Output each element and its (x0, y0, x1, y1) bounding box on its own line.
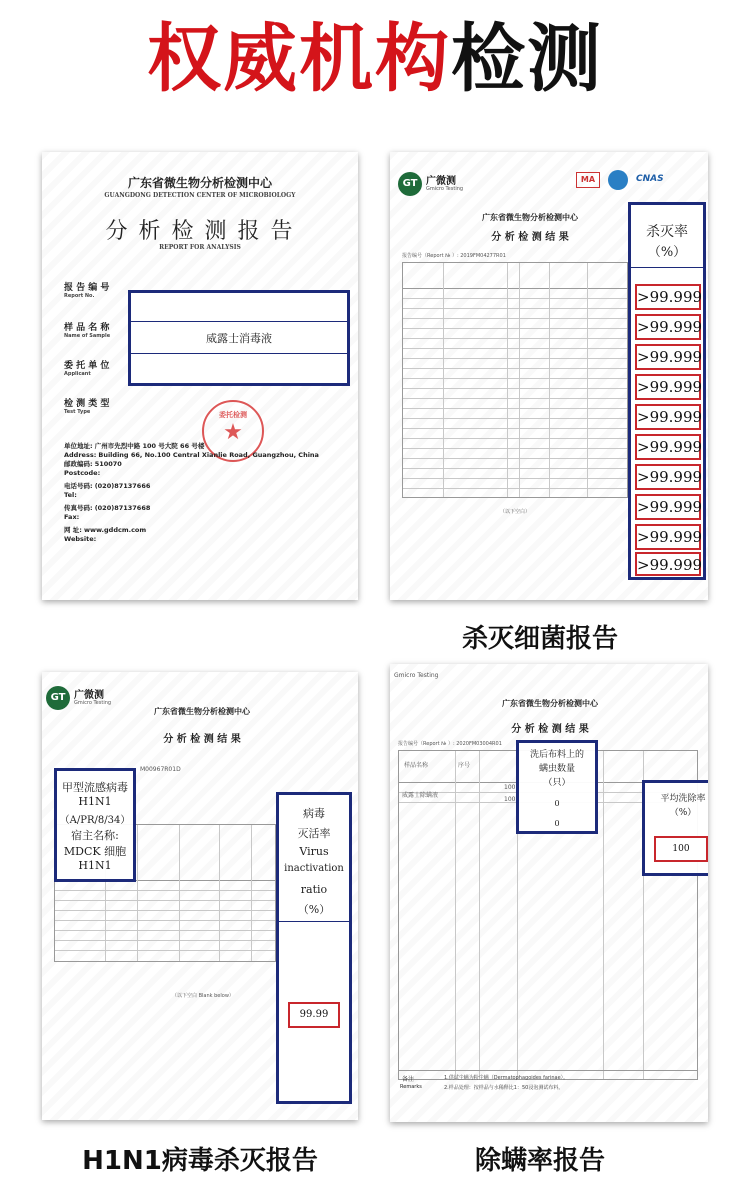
kill-rate-value: >99.999 (635, 314, 701, 340)
tel-en-label: Tel: (64, 491, 77, 499)
cert-ma-icon (576, 172, 600, 188)
table-row (403, 449, 627, 459)
remarks-divider (398, 1070, 698, 1071)
table-row (403, 459, 627, 469)
row-value: 100 (504, 796, 516, 803)
bacteria-data-table (402, 262, 628, 498)
fax-label: 传真号码: (64, 504, 93, 512)
table-row (403, 359, 627, 369)
virus-name-line: H1N1 (78, 859, 112, 872)
caption-bacteria-report: 杀灭细菌报告 (461, 624, 618, 654)
brand-name-cn: 广微测 (426, 176, 456, 187)
seal-text: 委托检测 (219, 411, 247, 419)
center-name-cn: 广东省微生物分析检测中心 (482, 212, 578, 222)
table-row (403, 439, 627, 449)
report-title-en: REPORT FOR ANALYSIS (159, 244, 241, 251)
ratio-label-line: ratio (300, 883, 328, 896)
table-footnote: （以下空白） (500, 509, 531, 515)
sample-box-divider (131, 321, 347, 322)
remarks-label-en: Remarks (400, 1084, 422, 1090)
table-col-divider (519, 263, 520, 497)
kill-rate-value: >99.999 (635, 434, 701, 460)
sample-box-divider (131, 353, 347, 354)
removal-rate-value: 100 (654, 836, 708, 862)
fax-row (64, 504, 354, 513)
fax-value: (020)87137668 (94, 504, 151, 512)
table-row (55, 891, 275, 901)
table-row (403, 319, 627, 329)
table-row (403, 289, 627, 299)
mites-count-value: 0 (554, 819, 560, 828)
address-value: 广州市先烈中路 100 号大院 66 号楼 (94, 442, 205, 450)
title-black-part: 检测 (451, 16, 603, 102)
result-title-cn: 分 析 检 测 结 果 (491, 232, 569, 243)
table-row (55, 941, 275, 951)
title-red-part: 权威机构 (147, 16, 451, 102)
field-label-en: Applicant (64, 371, 91, 377)
remarks-label-cn: 备注 (402, 1076, 415, 1083)
caption-mites-report: 除螨率报告 (474, 1146, 605, 1176)
table-row (403, 349, 627, 359)
table-row (403, 479, 627, 489)
sample-name-value: 威露士消毒液 (206, 332, 272, 345)
rate-label-line: 平均洗除率 (660, 794, 706, 804)
mites-count-highlight-box (516, 740, 598, 834)
sample-name-cell: 威露士除螨液 (402, 792, 439, 799)
virus-name-line: H1N1 (78, 795, 112, 808)
cert-cnas-icon (636, 174, 664, 184)
address-en-label: Address: (64, 451, 97, 459)
brand-name-en: Gmicro Testing (426, 186, 464, 192)
field-test-type (64, 396, 134, 415)
tel-value: (020)87137666 (94, 482, 151, 490)
table-col-divider (479, 751, 480, 1079)
table-row (403, 309, 627, 319)
ratio-label-line: inactivation (284, 863, 344, 874)
kill-rate-value: >99.999 (635, 464, 701, 490)
table-row (403, 369, 627, 379)
field-applicant (64, 358, 134, 377)
inactivation-ratio-highlight-box (276, 792, 352, 1104)
table-footnote: （以下空白 Blank below） (172, 993, 234, 999)
cert-ilac-icon (608, 170, 628, 190)
virus-name-line: （A/PR/8/34） (59, 815, 131, 826)
col-header-sample: 样品名称 (404, 762, 429, 769)
ratio-label-line: （%） (297, 903, 331, 916)
table-col-divider (603, 751, 604, 1079)
table-col-divider (455, 751, 456, 1079)
table-row (55, 931, 275, 941)
virus-name-line: 甲型流感病毒 (62, 781, 128, 794)
kill-rate-unit: （%） (647, 245, 687, 260)
table-col-divider (251, 825, 252, 961)
field-sample-name (64, 320, 134, 339)
bacteria-report-document (390, 152, 708, 600)
address-en-row (64, 451, 354, 460)
gmicro-logo-icon: GT (398, 172, 422, 196)
mites-label-line: 螨虫数量 (538, 764, 575, 774)
kill-rate-value: >99.999 (635, 284, 701, 310)
brand-name-en: Gmicro Testing (394, 672, 439, 679)
mites-label-line: 洗后布料上的 (529, 750, 584, 760)
center-name-cn: 广东省微生物分析检测中心 (502, 698, 598, 708)
field-label-cn: 报 告 编 号 (64, 283, 110, 293)
table-row (55, 911, 275, 921)
table-row (55, 921, 275, 931)
kill-rate-value: >99.999 (635, 344, 701, 370)
report-title-cn: 分 析 检 测 报 告 (105, 219, 295, 244)
table-row (55, 881, 275, 891)
mite-removal-report-document (390, 664, 708, 1122)
address-row (64, 442, 354, 451)
col-header-no: 序号 (458, 762, 471, 769)
mites-label-line: （只） (543, 778, 571, 788)
h1n1-report-document (42, 672, 358, 1120)
table-col-divider (219, 825, 220, 961)
ratio-label-line: 病毒 (303, 807, 325, 820)
table-col-divider (507, 263, 508, 497)
field-label-en: Name of Sample (64, 333, 111, 339)
field-report-no (64, 280, 134, 299)
ratio-label-line: Virus (299, 845, 329, 858)
star-icon: ★ (223, 420, 243, 445)
table-row (403, 469, 627, 479)
brand-name-en: Gmicro Testing (74, 700, 112, 706)
kill-rate-value: >99.999 (635, 374, 701, 400)
table-row (403, 399, 627, 409)
postcode-row (64, 460, 354, 469)
table-col-divider (137, 825, 138, 961)
contact-block (64, 442, 354, 544)
kill-rate-value: >99.999 (635, 552, 701, 576)
virus-name-highlight-box (54, 768, 136, 882)
web-row (64, 526, 354, 535)
mites-count-value: 0 (554, 799, 560, 808)
field-label-en: Report No. (64, 293, 95, 299)
center-name-cn: 广东省微生物分析检测中心 (154, 706, 250, 716)
caption-h1n1-report: H1N1病毒杀灭报告 (82, 1146, 318, 1176)
inactivation-ratio-value: 99.99 (288, 1002, 340, 1028)
web-label: 网 址: (64, 526, 82, 534)
virus-name-line: 宿主名称: (71, 829, 119, 842)
cert-ma-label: MA (580, 175, 596, 184)
table-row (403, 379, 627, 389)
remarks-text-line: 2.样品处理：按样品与水稀释比1：50浸泡测试布料。 (444, 1085, 564, 1091)
ratio-divider (279, 921, 349, 922)
gmicro-logo-icon: GT (46, 686, 70, 710)
table-row (55, 901, 275, 911)
postcode-en-label: Postcode: (64, 469, 101, 477)
table-col-divider (179, 825, 180, 961)
virus-name-line: MDCK 细胞 (63, 845, 127, 858)
table-col-divider (587, 263, 588, 497)
fax-en-label: Fax: (64, 513, 80, 521)
address-label: 单位地址: (64, 442, 93, 450)
rate-label-line: （%） (669, 808, 697, 818)
brand-name-cn: 广微测 (74, 690, 104, 701)
table-row (403, 339, 627, 349)
table-row (403, 419, 627, 429)
field-label-cn: 样 品 名 称 (64, 323, 110, 333)
kill-rate-value: >99.999 (635, 494, 701, 520)
table-header-row (403, 263, 627, 289)
table-row (403, 409, 627, 419)
field-label-en: Test Type (64, 409, 91, 415)
field-label-cn: 委 托 单 位 (64, 361, 110, 371)
kill-rate-value: >99.999 (635, 524, 701, 550)
center-name-cn: 广东省微生物分析检测中心 (127, 176, 272, 190)
result-title-cn: 分 析 检 测 结 果 (511, 724, 589, 735)
address-en-value: Building 66, No.100 Central Xianlie Road, Guangzhou, China (98, 451, 319, 459)
report-number: 报告编号（Report № ）: 2019FM04277R01 (402, 253, 506, 259)
report-number: 报告编号（Report № ）: 2020FM03004R01 (398, 741, 502, 747)
page-title (0, 14, 750, 104)
remarks-text-line: 1.供试尘螨为粉尘螨（Dermatophagoides farinae）。 (444, 1075, 569, 1081)
result-title-cn: 分 析 检 测 结 果 (163, 734, 241, 745)
kill-rate-divider (631, 267, 703, 268)
row-value: 100 (504, 784, 516, 791)
table-row (403, 299, 627, 309)
postcode-label: 邮政编码: (64, 460, 93, 468)
tel-row (64, 482, 354, 491)
ratio-label-line: 灭活率 (297, 827, 331, 840)
sample-name-highlight-box (128, 290, 350, 386)
web-en-label: Website: (64, 535, 97, 543)
table-col-divider (549, 263, 550, 497)
table-row (403, 329, 627, 339)
table-row (403, 429, 627, 439)
table-col-divider (443, 263, 444, 497)
report-number: M00967R01D (140, 766, 181, 773)
report-cover-document (42, 152, 358, 600)
postcode-value: 510070 (94, 460, 122, 468)
table-row (403, 389, 627, 399)
kill-rate-title: 杀灭率 (646, 224, 688, 240)
web-value: www.gddcm.com (83, 526, 147, 534)
cert-cnas-label: CNAS (636, 174, 664, 184)
center-name-en: GUANGDONG DETECTION CENTER OF MICROBIOLOGY (104, 192, 296, 199)
tel-label: 电话号码: (64, 482, 93, 490)
kill-rate-value: >99.999 (635, 404, 701, 430)
field-label-cn: 检 测 类 型 (64, 399, 110, 409)
